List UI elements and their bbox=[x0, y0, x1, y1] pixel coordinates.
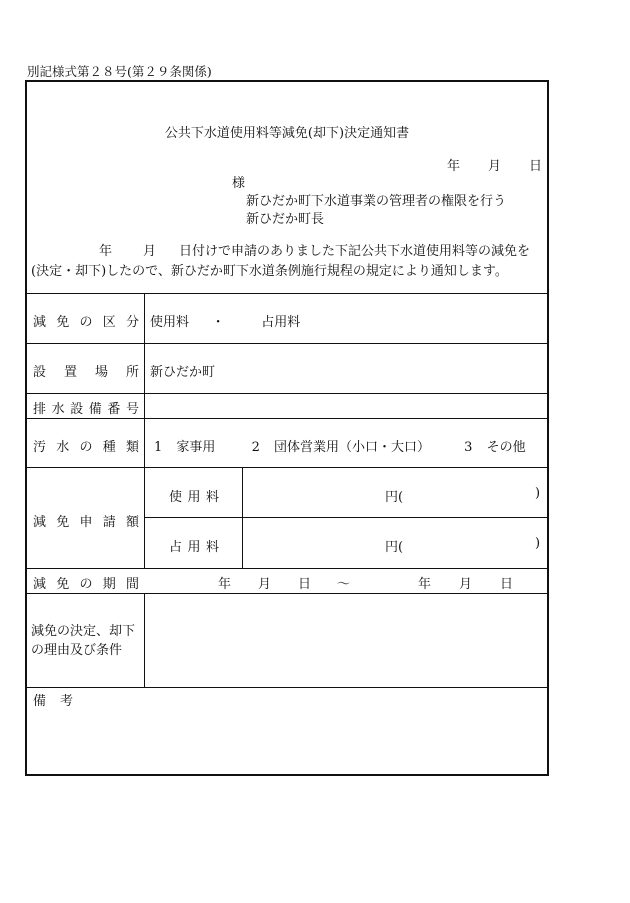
period-tilde: ～ bbox=[337, 577, 351, 592]
grid-line bbox=[144, 593, 145, 687]
period-end-month: 月 bbox=[459, 577, 473, 592]
grid-line bbox=[27, 467, 547, 468]
grid-line bbox=[144, 293, 145, 568]
label-reason-and-conditions: 減免の決定、却下 の理由及び条件 bbox=[31, 624, 136, 658]
usage-fee-yen: 円( bbox=[385, 490, 404, 505]
addressee-honorific: 様 bbox=[232, 176, 246, 191]
label-usage-fee: 使 用 料 bbox=[169, 490, 219, 505]
period-end-day: 日 bbox=[500, 577, 514, 592]
grid-line bbox=[27, 293, 547, 294]
label-occupancy-fee: 占 用 料 bbox=[169, 540, 219, 555]
date-day: 日 bbox=[528, 159, 542, 174]
label-installation-location: 設 置 場 所 bbox=[33, 365, 139, 380]
grid-line bbox=[27, 418, 547, 419]
option-occupancy-fee: 占用料 bbox=[261, 315, 301, 330]
grid-line bbox=[27, 568, 547, 569]
option-other: その他 bbox=[486, 440, 526, 455]
grid-line bbox=[27, 687, 547, 688]
notice-form bbox=[25, 80, 549, 776]
label-exemption-period: 減 免 の 期 間 bbox=[33, 577, 139, 592]
occupancy-fee-close: ) bbox=[535, 536, 541, 551]
period-range bbox=[218, 573, 518, 592]
body-line1-rest: 日付けで申請のありました下記公共下水道使用料等の減免を bbox=[179, 244, 531, 259]
period-start-year: 年 bbox=[218, 577, 232, 592]
option-number: 2 bbox=[251, 440, 260, 455]
usage-fee-close: ) bbox=[535, 486, 541, 501]
grid-line bbox=[144, 517, 547, 518]
option-number: 1 bbox=[154, 440, 163, 455]
form-caption: 別記様式第２８号(第２９条関係) bbox=[27, 64, 212, 79]
sewage-options bbox=[154, 436, 526, 455]
notice-date bbox=[447, 155, 542, 174]
period-start-day: 日 bbox=[298, 577, 312, 592]
option-group-business: 団体営業用（小口・大口） bbox=[274, 440, 431, 455]
body-year: 年 bbox=[99, 244, 113, 259]
issuer-line-2: 新ひだか町長 bbox=[246, 212, 325, 227]
date-month: 月 bbox=[487, 159, 501, 174]
option-separator: ・ bbox=[211, 315, 225, 330]
occupancy-fee-yen: 円( bbox=[385, 540, 404, 555]
body-month: 月 bbox=[143, 244, 157, 259]
category-options bbox=[150, 311, 300, 330]
grid-line bbox=[27, 343, 547, 344]
period-start-month: 月 bbox=[258, 577, 272, 592]
label-sewage-type: 汚 水 の 種 類 bbox=[33, 440, 139, 455]
label-exemption-request-amount: 減 免 申 請 額 bbox=[33, 515, 139, 530]
form-title: 公共下水道使用料等減免(却下)決定通知書 bbox=[164, 126, 410, 141]
period-end-year: 年 bbox=[418, 577, 432, 592]
body-text-line-2: (決定・却下)したので、新ひだか町下水道条例施行規程の規定により通知します。 bbox=[31, 264, 508, 279]
option-usage-fee: 使用料 bbox=[150, 315, 190, 330]
option-household: 家事用 bbox=[176, 440, 216, 455]
location-value: 新ひだか町 bbox=[150, 365, 216, 380]
option-number: 3 bbox=[464, 440, 473, 455]
label-drainage-equipment-number: 排 水 設 備 番 号 bbox=[33, 402, 139, 417]
date-year: 年 bbox=[447, 159, 461, 174]
grid-line bbox=[27, 393, 547, 394]
label-exemption-category: 減 免 の 区 分 bbox=[33, 315, 139, 330]
grid-line bbox=[27, 593, 547, 594]
grid-line bbox=[242, 467, 243, 568]
issuer-line-1: 新ひだか町下水道事業の管理者の権限を行う bbox=[246, 194, 507, 209]
label-remarks: 備 考 bbox=[33, 694, 73, 709]
